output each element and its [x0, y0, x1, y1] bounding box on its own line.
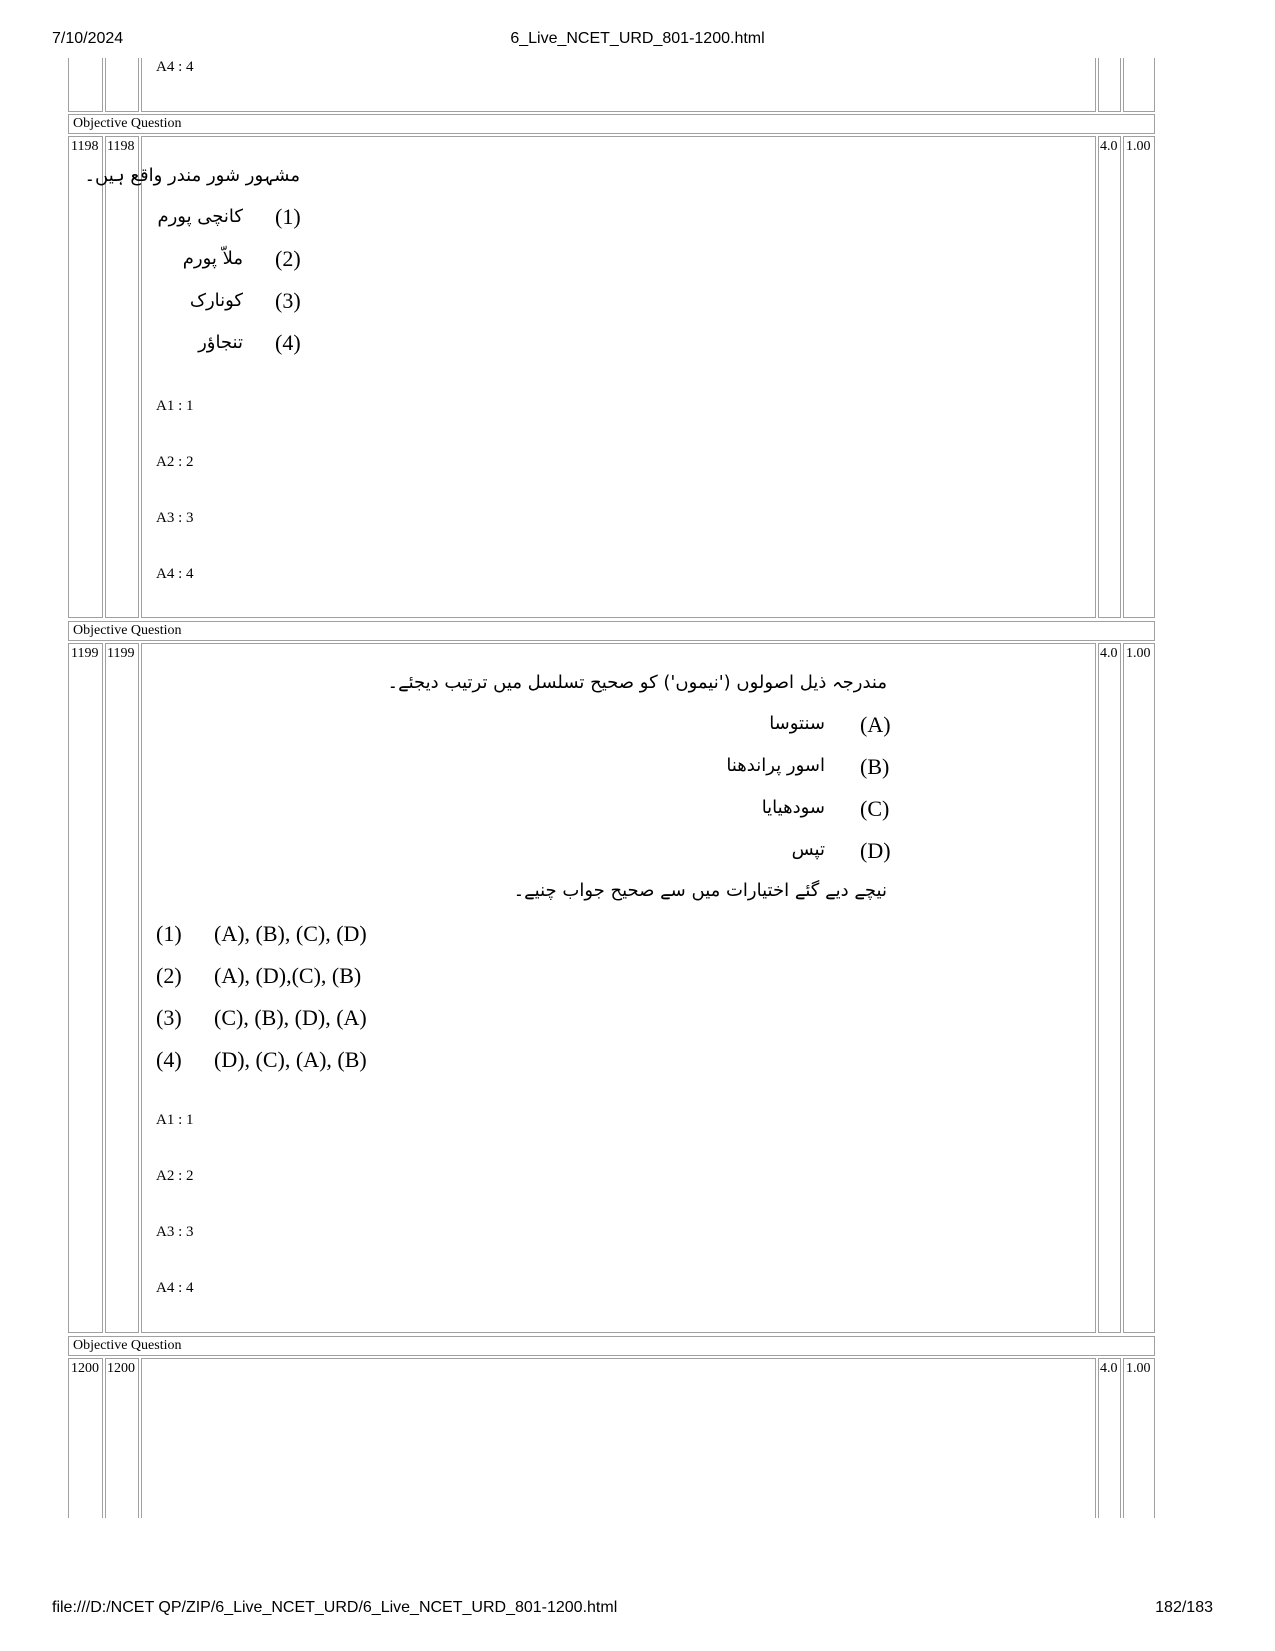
question-content-cell: [141, 1358, 1096, 1518]
option-label: (1): [275, 204, 301, 229]
item-text: سنتوسا: [769, 713, 825, 734]
answer-option: A2 : 2: [156, 454, 194, 470]
marks-cell: [1098, 643, 1121, 1333]
item-text: سودھیایا: [761, 797, 825, 818]
question-stem: مشہور شور مندر واقع ہیں۔: [84, 165, 300, 186]
option-label: (2): [275, 246, 301, 271]
negative-marks-cell: [1123, 643, 1155, 1333]
option-label: (2): [156, 963, 182, 988]
prev-id-cell: [105, 58, 139, 112]
option-label: (1): [156, 921, 182, 946]
question-stem: مندرجہ ذیل اصولوں ('نیموں') کو صحیح تسلسل میں ترتیب دیجئے۔: [387, 672, 887, 693]
question-number: 1199: [71, 646, 99, 661]
item-text: اسور پراندھنا: [726, 755, 825, 776]
option-label: (4): [156, 1047, 182, 1072]
item-label: (D): [860, 838, 891, 863]
negative-marks-value: 1.00: [1126, 1361, 1151, 1376]
option-text: کونارک: [189, 290, 243, 311]
item-label: (B): [860, 754, 890, 779]
file-path: file:///D:/NCET QP/ZIP/6_Live_NCET_URD/6_Live_NCET_URD_801-1200.html: [52, 1599, 618, 1616]
prev-number-cell: [68, 58, 103, 112]
page-number: 182/183: [1155, 1599, 1213, 1616]
option-text: (A), (D),(C), (B): [214, 963, 362, 988]
negative-marks-value: 1.00: [1126, 139, 1151, 154]
question-number: 1198: [71, 139, 99, 154]
option-text: (A), (B), (C), (D): [214, 921, 367, 946]
question-number: 1200: [71, 1361, 99, 1376]
question-id: 1199: [107, 646, 135, 661]
answer-option: A3 : 3: [156, 1224, 194, 1240]
print-date: 7/10/2024: [52, 30, 124, 47]
answer-option: A3 : 3: [156, 510, 194, 526]
option-label: (4): [275, 330, 301, 355]
marks-cell: [1098, 1358, 1121, 1518]
instruction-text: نیچے دیے گئے اختیارات میں سے صحیح جواب چنیے۔: [513, 880, 887, 901]
question-type-label: Objective Question: [73, 116, 182, 131]
negative-marks-cell: [1123, 136, 1155, 618]
question-type-label: Objective Question: [73, 623, 182, 638]
answer-option: A4 : 4: [156, 59, 194, 75]
item-text: تپس: [791, 839, 825, 860]
question-type-bar: [68, 621, 1155, 641]
question-id: 1198: [107, 139, 135, 154]
prev-content-cell: [141, 58, 1096, 112]
question-id-cell: [105, 1358, 139, 1518]
prev-marks-cell: [1098, 58, 1121, 112]
option-label: (3): [275, 288, 301, 313]
answer-option: A4 : 4: [156, 566, 194, 582]
answer-option: A1 : 1: [156, 1112, 194, 1128]
question-number-cell: [68, 643, 103, 1333]
item-label: (A): [860, 712, 891, 737]
question-id: 1200: [107, 1361, 135, 1376]
option-text: (D), (C), (A), (B): [214, 1047, 367, 1072]
marks-value: 4.0: [1100, 646, 1118, 661]
document-title: 6_Live_NCET_URD_801-1200.html: [510, 30, 765, 47]
option-text: کانچی پورم: [157, 206, 243, 227]
question-number-cell: [68, 136, 103, 618]
option-text: تنجاؤر: [198, 332, 243, 353]
negative-marks-value: 1.00: [1126, 646, 1151, 661]
marks-value: 4.0: [1100, 139, 1118, 154]
option-label: (3): [156, 1005, 182, 1030]
option-text: (C), (B), (D), (A): [214, 1005, 367, 1030]
negative-marks-cell: [1123, 1358, 1155, 1518]
answer-option: A1 : 1: [156, 398, 194, 414]
question-type-bar: [68, 1336, 1155, 1356]
item-label: (C): [860, 796, 890, 821]
question-number-cell: [68, 1358, 103, 1518]
marks-cell: [1098, 136, 1121, 618]
prev-negative-cell: [1123, 58, 1155, 112]
option-text: ملاّ پورم: [182, 248, 243, 269]
marks-value: 4.0: [1100, 1361, 1118, 1376]
answer-option: A2 : 2: [156, 1168, 194, 1184]
question-type-label: Objective Question: [73, 1338, 182, 1353]
question-id-cell: [105, 136, 139, 618]
answer-option: A4 : 4: [156, 1280, 194, 1296]
question-id-cell: [105, 643, 139, 1333]
question-type-bar: [68, 114, 1155, 134]
